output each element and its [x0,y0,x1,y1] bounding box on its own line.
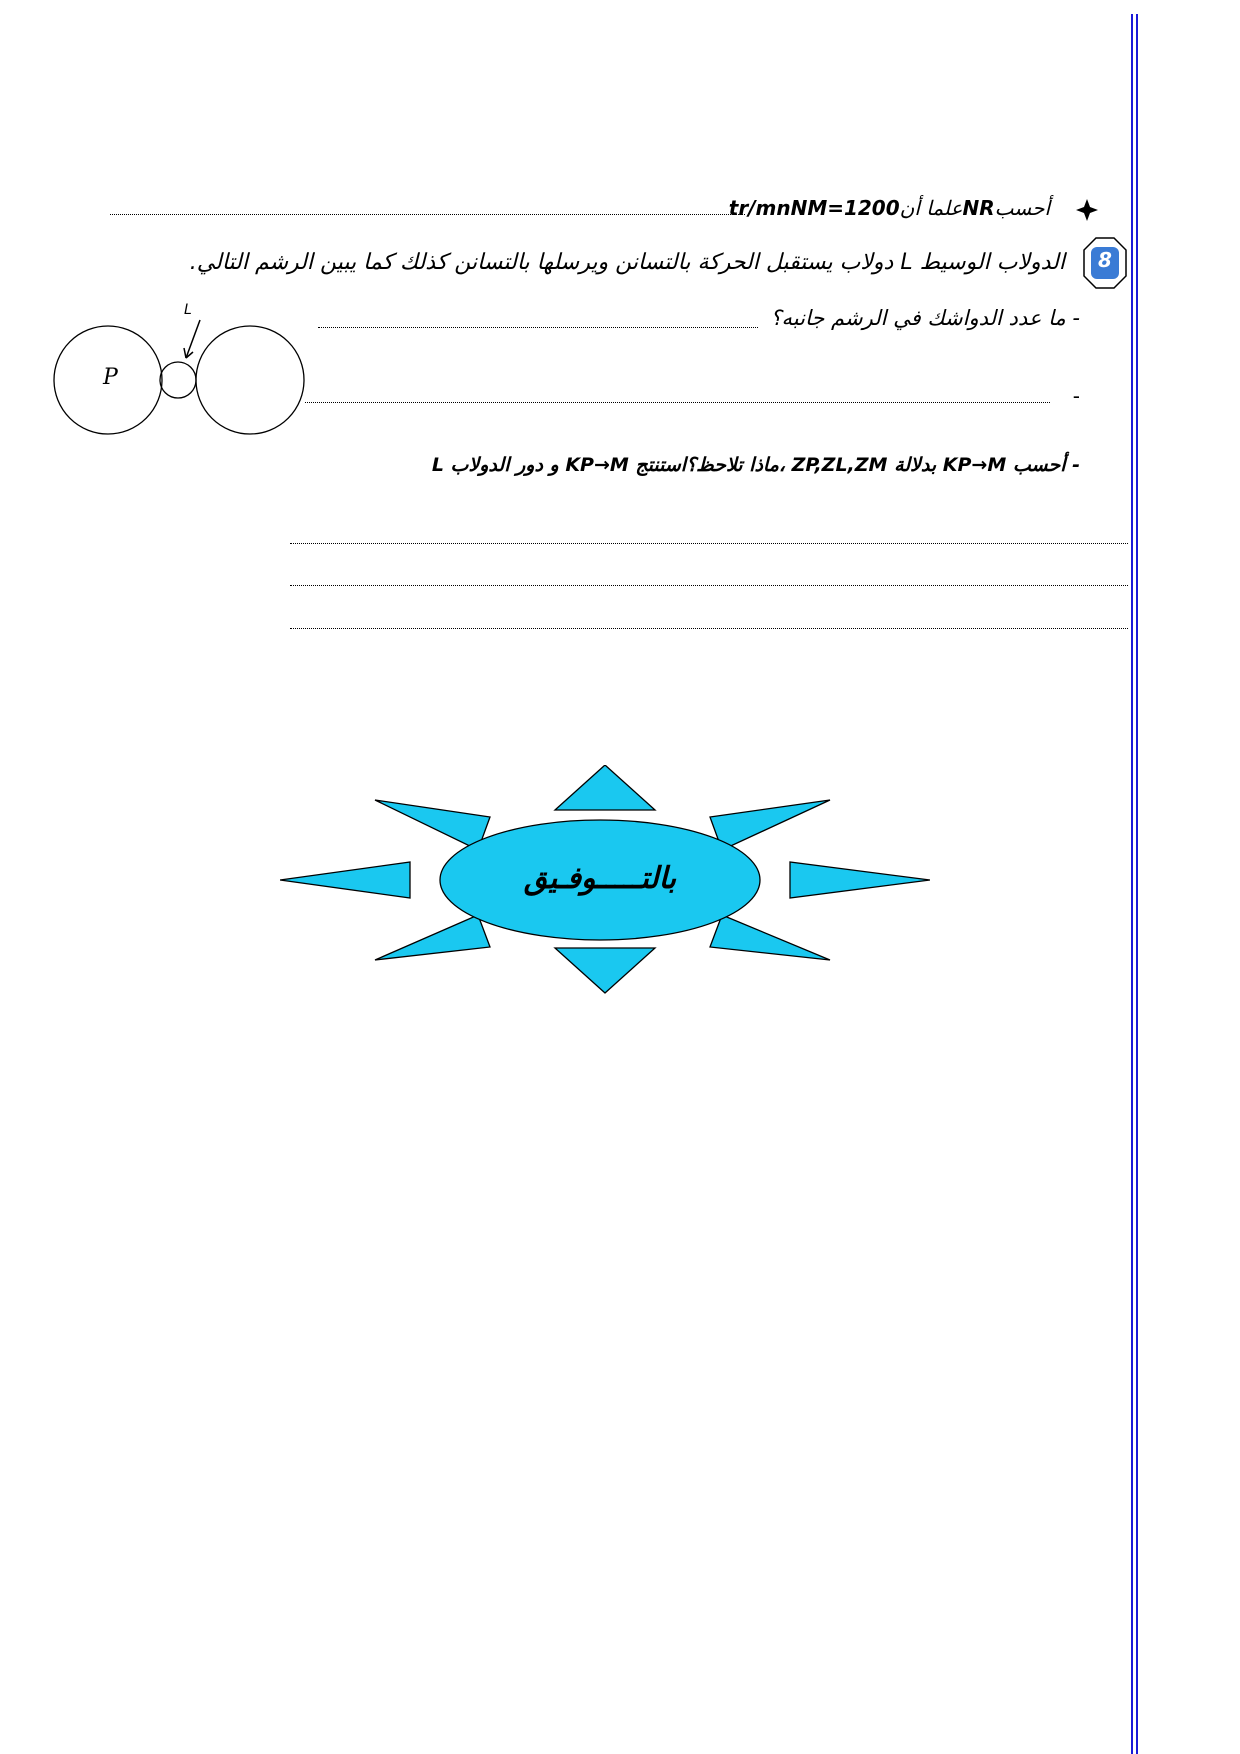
good-luck-text: بالتـــــوفـيق [523,861,677,896]
page-border-line-outer [1131,14,1133,1754]
calc-mid: علما أن [899,196,963,220]
q8-line1: - ما عدد الدواشك في الرشم جانبه؟ [770,306,1080,330]
calc-nm: NM=1200 [790,196,900,220]
q8-line3: - أحسب KP→M بدلالة ZP,ZL,ZM ،ماذا تلاحظ؟استنتج KP→M و دور الدولاب L [431,454,1080,476]
q8-line2: - [1072,384,1080,408]
calc-nr: NR [962,196,995,220]
gear-p-label: P [103,365,118,390]
gear-l-label: L [184,302,192,318]
bullet-cross-icon [1074,197,1100,223]
answer-dotted-line [290,628,1128,629]
calc-prefix: أحسب [994,196,1050,220]
answer-dotted-line [305,402,1050,403]
answer-dotted-line [318,327,758,328]
calc-values [729,196,900,220]
calc-question-text [729,196,1050,220]
gear-train-figure [50,300,320,440]
answer-dotted-line [290,585,1128,586]
calc-unit: tr/mn [728,196,791,220]
calc-question [110,196,1100,226]
q8-statement: الدولاب الوسيط L دولاب يستقبل الحركة بالتسانن ويرسلها بالتسانن كذلك كما يبين الرشم التالي. [189,250,1065,275]
page-border-line-inner [1136,14,1138,1754]
gear-m [196,326,304,434]
question-number: 8 [1098,248,1112,272]
gear-l [160,362,196,398]
answer-dotted-line [110,214,745,215]
answer-dotted-line [290,543,1128,544]
